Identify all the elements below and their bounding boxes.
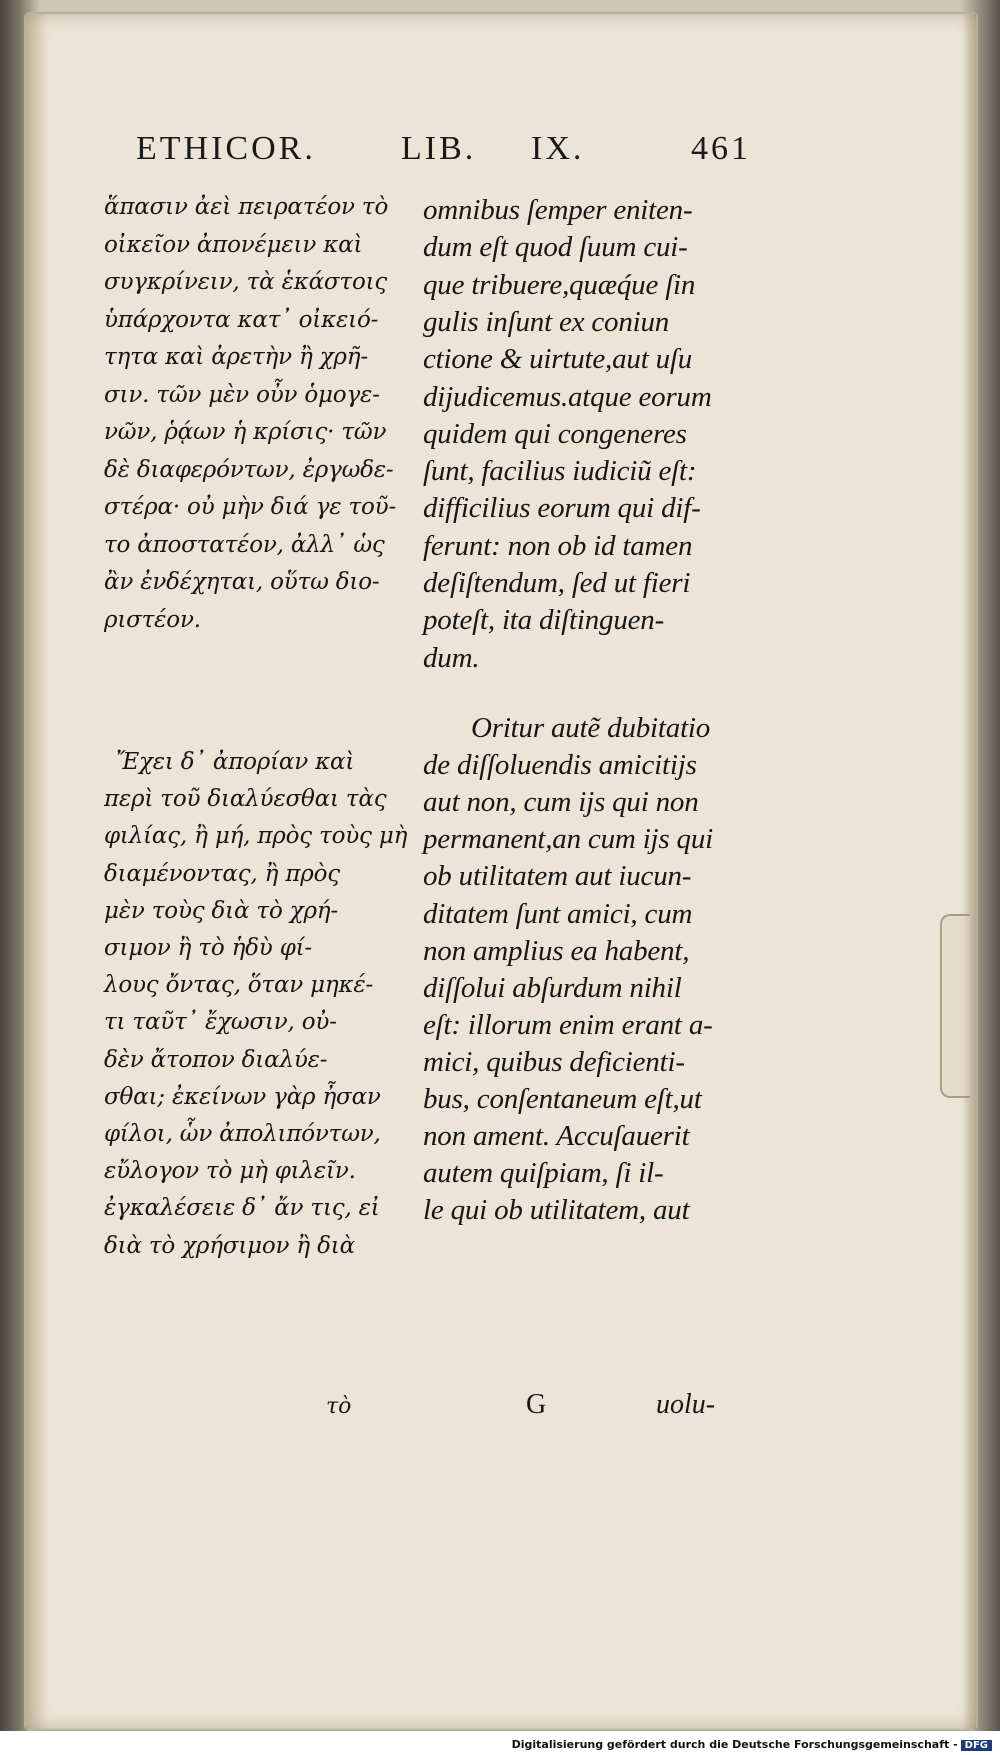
digitization-footer bbox=[0, 1731, 1000, 1755]
greek-line: ἐγκαλέσειε δ᾽ ἄν τις, εἰ bbox=[104, 1195, 380, 1222]
latin-line: Oritur autẽ dubitatio bbox=[471, 712, 711, 744]
latin-line: difficilius eorum qui dif- bbox=[423, 492, 701, 525]
latin-line: le qui ob utilitatem, aut bbox=[423, 1194, 690, 1227]
greek-line: ἂν ἐνδέχηται, οὕτω διο- bbox=[104, 569, 380, 595]
latin-catchword: uolu- bbox=[656, 1389, 716, 1420]
greek-line: νῶν, ῥᾴων ἡ κρίσις· τῶν bbox=[104, 419, 387, 445]
latin-line: permanent,an cum ijs qui bbox=[423, 823, 714, 856]
greek-line: λους ὄντας, ὅταν μηκέ- bbox=[104, 972, 374, 999]
greek-line: μὲν τοὺς διὰ τὸ χρή- bbox=[104, 897, 338, 924]
greek-line: το ἀποστατέον, ἀλλ᾽ ὡς bbox=[104, 531, 385, 558]
latin-line: autem quiſpiam, ſi il- bbox=[423, 1157, 664, 1190]
greek-line: δὲ διαφερόντων, ἐργωδε- bbox=[104, 456, 394, 483]
signature-mark: G bbox=[526, 1389, 547, 1420]
greek-line: στέρα· οὐ μὴν διά γε τοῦ- bbox=[104, 494, 397, 520]
latin-line: dum. bbox=[423, 641, 480, 674]
greek-line: δὲν ἄτοπον διαλύε- bbox=[104, 1046, 328, 1073]
latin-line: non ament. Accuſauerit bbox=[423, 1120, 690, 1153]
greek-line: σθαι; ἐκείνων γὰρ ἦσαν bbox=[104, 1083, 381, 1110]
greek-line: ἅπασιν ἀεὶ πειρατέον τὸ bbox=[104, 194, 389, 220]
running-header bbox=[136, 130, 896, 180]
book-number: IX. bbox=[531, 130, 585, 167]
page-edge-tab bbox=[940, 914, 970, 1098]
footer-credit bbox=[512, 1738, 992, 1751]
greek-line: σιμον ἢ τὸ ἡδὺ φί- bbox=[104, 935, 312, 961]
page-number: 461 bbox=[691, 130, 751, 167]
greek-line: διαμένοντας, ἢ πρὸς bbox=[104, 860, 340, 887]
latin-line: quidem qui congeneres bbox=[423, 417, 687, 450]
latin-line: dijudicemus.atque eorum bbox=[423, 380, 712, 413]
running-title-mid: LIB. bbox=[401, 130, 477, 167]
latin-line: ctione & uirtute,aut uſu bbox=[423, 343, 693, 376]
latin-line: de diſſoluendis amicitijs bbox=[423, 749, 697, 782]
greek-line: διὰ τὸ χρήσιμον ἢ διὰ bbox=[104, 1232, 355, 1259]
latin-line: deſiſtendum, ſed ut fieri bbox=[423, 567, 691, 599]
greek-line: τι ταῦτ᾽ ἔχωσιν, οὐ- bbox=[104, 1009, 337, 1036]
dfg-logo: DFG bbox=[961, 1740, 992, 1751]
greek-line: συγκρίνειν, τὰ ἑκάστοις bbox=[104, 269, 388, 295]
latin-line: aut non, cum ijs qui non bbox=[423, 786, 699, 819]
greek-line: τητα καὶ ἀρετὴν ἢ χρῆ- bbox=[104, 344, 368, 370]
footer-credit-text: Digitalisierung gefördert durch die Deutsche Forschungsgemeinschaft - bbox=[511, 1738, 958, 1751]
latin-line: mici, quibus deficienti- bbox=[423, 1045, 685, 1078]
latin-line: omnibus ſemper eniten- bbox=[423, 194, 693, 226]
latin-line: ferunt: non ob id tamen bbox=[423, 529, 693, 562]
greek-line: περὶ τοῦ διαλύεσθαι τὰς bbox=[104, 786, 387, 813]
latin-line: dum eſt quod ſuum cui- bbox=[423, 231, 688, 264]
greek-line: Ἔχει δ᾽ ἀπορίαν καὶ bbox=[116, 749, 355, 775]
latin-line: poteſt, ita diſtinguen- bbox=[423, 604, 665, 637]
book-page bbox=[26, 14, 976, 1729]
greek-catchword: τὸ bbox=[326, 1394, 352, 1419]
latin-line: bus, conſentaneum eſt,ut bbox=[423, 1083, 702, 1115]
latin-line: ſunt, facilius iudiciũ eſt: bbox=[423, 455, 697, 488]
latin-line: ob utilitatem aut iucun- bbox=[423, 860, 692, 893]
latin-line: gulis inſunt ex coniun bbox=[423, 305, 670, 338]
greek-line: οἰκεῖον ἀπονέμειν καὶ bbox=[104, 231, 363, 258]
latin-line: eſt: illorum enim erant a- bbox=[423, 1008, 713, 1041]
latin-line: non amplius ea habent, bbox=[423, 934, 690, 967]
running-title-left: ETHICOR. bbox=[136, 130, 316, 167]
greek-line: φιλίας, ἢ μή, πρὸς τοὺς μὴ bbox=[104, 823, 408, 850]
latin-line: diſſolui abſurdum nihil bbox=[423, 971, 682, 1004]
greek-line: εὔλογον τὸ μὴ φιλεῖν. bbox=[104, 1158, 356, 1185]
greek-line: φίλοι, ὧν ἀπολιπόντων, bbox=[104, 1121, 381, 1147]
greek-line: σιν. τῶν μὲν οὖν ὁμογε- bbox=[104, 381, 380, 408]
latin-line: que tribuere,quæq́ue ſin bbox=[423, 268, 696, 301]
latin-line: ditatem ſunt amici, cum bbox=[423, 897, 693, 930]
greek-line: ὑπάρχοντα κατ᾽ οἰκειό- bbox=[104, 306, 379, 333]
greek-line: ριστέον. bbox=[104, 606, 201, 633]
